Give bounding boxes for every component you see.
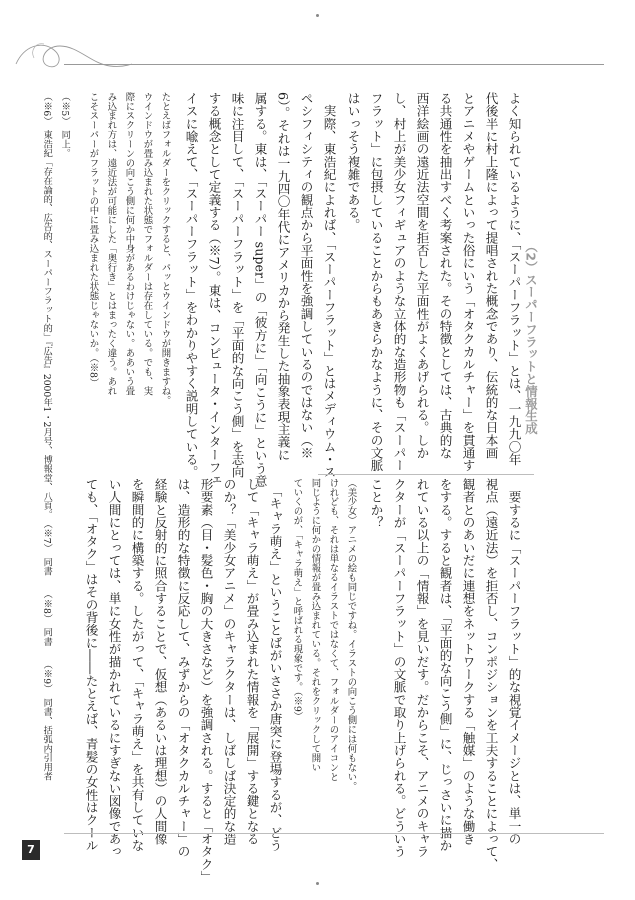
lower-line-5: れている以上の「情報」を見いだす。だからこそ、アニメのキャラ: [414, 478, 430, 858]
lower-line-14: を瞬間的に構築する。したがって、「キャラ萌え」を共有していな: [129, 478, 145, 852]
crop-mark-bottom: [316, 882, 319, 885]
top-rule: [64, 64, 604, 65]
upper-line-12: 属する。東は、「スーパー super」の「彼方に」「向こうに」という意: [252, 92, 268, 488]
upper-line-7: フラット」に包摂していることからもあきらかなように、その文脈: [368, 92, 384, 472]
lower-line-1: 要するに「スーパーフラット」的な視覚イメージとは、単一の: [506, 478, 522, 846]
upper-quote-line-3: 際にスクリーンの向こう側に何か中身があるわけじゃない。ああいう畳: [123, 92, 135, 396]
lower-line-12: は、造形的な特徴に反応して、みずからの「オタクカルチャー」の: [175, 478, 191, 858]
upper-line-1: よく知られているように、「スーパーフラット」とは、一九九〇年: [506, 92, 522, 466]
lower-line-11: 形要素（目・髪色・胸の大きさなど）を強調される。すると「オタク」: [198, 478, 214, 884]
lower-line-2: 視点（遠近法）を拒否し、コンポジションを工夫することによって、: [483, 478, 499, 871]
page-number: 7: [22, 840, 40, 860]
lower-line-7: ことか？: [368, 478, 384, 529]
lower-line-6: クターが「スーパーフラット」の文脈で取り上げられる。どういう: [391, 478, 407, 858]
upper-line-13: 味に注目して、「スーパーフラット」を「平面的な向こう側」を志向: [229, 92, 245, 479]
upper-line-2: 代後半に村上隆によって提唱された概念であり、伝統的な日本画: [483, 92, 499, 460]
bottom-rule: [64, 833, 604, 834]
upper-line-11: 6）。それは一九四〇年代にアメリカから発生した抽象表現主義に: [275, 92, 291, 461]
upper-line-4: る共通性を抽出すべく考案された。その特徴としては、古典的な: [437, 92, 453, 460]
section-heading: （2）スーパーフラットと情報生成: [523, 240, 539, 435]
lower-line-8: 「キャラ萌え」ということばがいささか唐突に登場するが、どう: [267, 478, 283, 852]
upper-quote-line-4: み込まれ方は、遠近法が可能にした「奥行き」とはまったく違う。あれ: [105, 92, 117, 396]
upper-quote-line-5: こそスーパーがフラットの中に畳み込まれた状態じゃないか。（※8）: [87, 92, 99, 388]
footnote-line-2: （※6） 東浩紀「存在論的、広告的、スーパーフラット的」『広告』2000年1・2月号、博報堂、八頁。 （※7） 同書 （※8） 同書 （※9） 同書、括弧内引用者: [41, 92, 53, 781]
lower-line-13: 経験と反射的に照合することで、仮想（あるいは理想）の人間像: [152, 478, 168, 846]
crop-mark-top: [316, 14, 319, 17]
decorative-swirl-ornament: [14, 6, 134, 76]
block-divider-rule: [318, 474, 534, 475]
lower-line-15: い人間にとっては、単に女性が描かれているにすぎない図像であっ: [106, 478, 122, 858]
lower-line-9: して「キャラ萌え」が畳み込まれた情報を「展開」する鍵となる: [244, 478, 260, 846]
upper-line-14: する概念として定義する（※7）。東は、コンピュータ・インターフェ: [206, 92, 222, 487]
lower-quote-line-4: ていくのが、「キャラ萌え」と呼ばれる現象です。（※9）: [291, 478, 303, 722]
lower-line-4: をする。すると観者は、「平面的な向こう側」に、じっさいに描か: [437, 478, 453, 852]
upper-line-5: 西洋絵画の遠近法空間を拒否した平面性がよくあげられる。しか: [414, 92, 430, 460]
lower-quote-line-1: （美少女）アニメの絵も同じですね。イラストの向こう側には何もない。: [345, 478, 357, 792]
lower-line-3: 観者とのあいだに連想をネットワークする「触媒」のような働き: [460, 478, 476, 846]
lower-line-16: ても、「オタク」はその背後に――たとえば、青髪の女性はクール: [83, 478, 99, 852]
upper-line-6: し、村上が美少女フィギュアのような立体的な造形物も「スーパー: [391, 92, 407, 472]
upper-line-8: はいっそう複雑である。: [345, 92, 361, 232]
upper-line-15: イスに喩えて、「スーパーフラット」をわかりやすく説明している。: [183, 92, 199, 479]
lower-quote-line-2: けれども、それは単なるイラストではなくて、フォルダーのアイコンと: [327, 478, 339, 782]
upper-quote-line-2: ウインドウが畳み込まれた状態でフォルダーは存在している。でも、実: [141, 92, 153, 396]
upper-line-10: ペシフィシティの観点から平面性を強調しているのではない（※: [298, 92, 314, 460]
footnote-line-1: （※5） 同上。: [59, 92, 71, 158]
upper-line-9: 実際、東浩紀によれば、「スーパーフラット」とはメディウム・ス: [321, 92, 337, 479]
upper-line-3: とアニメやゲームといった俗にいう「オタクカルチャー」を貫通す: [460, 92, 476, 472]
upper-quote-line-1: たとえばフォルダーをクリックすると、パッとウインドウが開きますね。: [159, 92, 171, 406]
lower-quote-line-3: 同じように何かの情報が畳み込まれている。それをクリックして開い: [309, 478, 321, 773]
lower-line-10: のか？「美少女アニメ」のキャラクターは、しばしば決定的な造: [221, 478, 237, 846]
